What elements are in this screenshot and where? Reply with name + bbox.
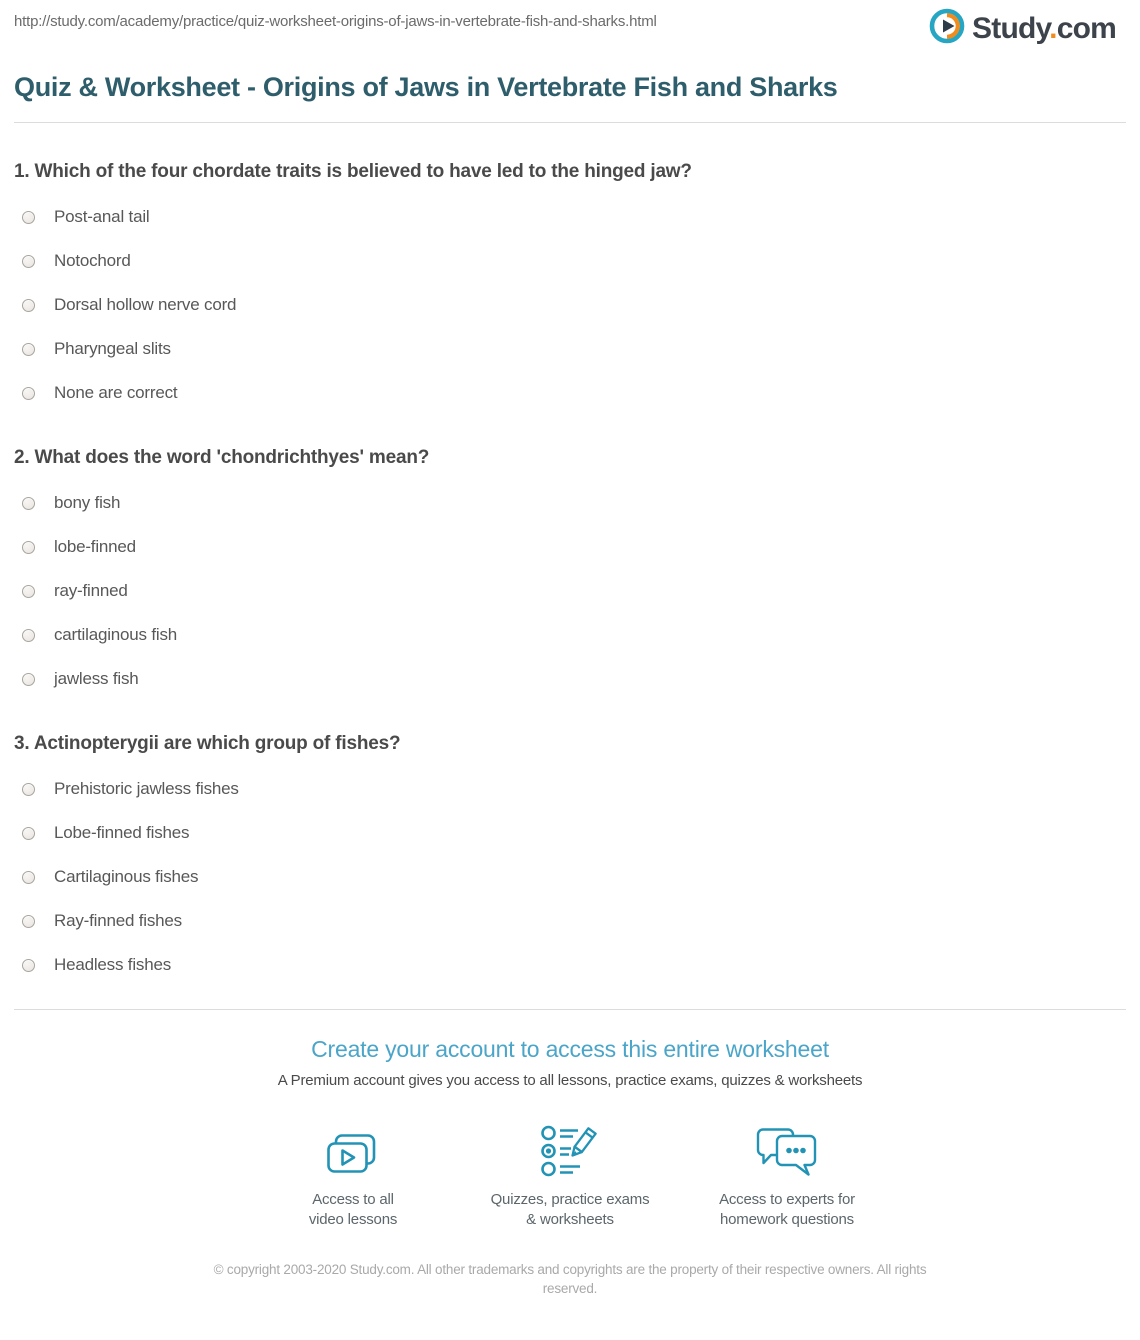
radio-button-icon[interactable] — [22, 497, 35, 510]
answer-option[interactable] — [14, 327, 1126, 371]
answer-option[interactable] — [14, 855, 1126, 899]
feature-label-line: homework questions — [720, 1211, 854, 1228]
question-2-options — [14, 481, 1126, 701]
copyright-line: reserved. — [542, 1281, 598, 1296]
answer-option-label: bony fish — [54, 493, 121, 512]
question-3-text: 3. Actinopterygii are which group of fishes? — [14, 733, 401, 754]
answer-option[interactable] — [14, 657, 1126, 701]
radio-button-icon[interactable] — [22, 387, 35, 400]
answer-option-label: Pharyngeal slits — [54, 339, 171, 358]
radio-button-icon[interactable] — [22, 827, 35, 840]
feature-list — [0, 1121, 1140, 1230]
cta-heading: Create your account to access this entire worksheet — [311, 1036, 829, 1062]
answer-option-label: ray-finned — [54, 581, 128, 600]
answer-option[interactable] — [14, 283, 1126, 327]
feature-label-line: & worksheets — [526, 1211, 614, 1228]
page-title: Quiz & Worksheet - Origins of Jaws in Vertebrate Fish and Sharks — [14, 72, 838, 102]
radio-button-icon[interactable] — [22, 541, 35, 554]
logo-wordmark — [972, 12, 1116, 46]
radio-button-icon[interactable] — [22, 299, 35, 312]
radio-button-icon[interactable] — [22, 673, 35, 686]
question-3 — [14, 733, 1126, 987]
feature-expert-help-label — [679, 1190, 896, 1230]
answer-option-label: Notochord — [54, 251, 131, 270]
feature-label-line: Access to experts for — [719, 1191, 855, 1208]
answer-option-label: cartilaginous fish — [54, 625, 178, 644]
create-account-cta — [0, 1036, 1140, 1230]
answer-option-label: Headless fishes — [54, 955, 172, 974]
feature-expert-help — [679, 1121, 896, 1230]
feature-video-lessons — [245, 1121, 462, 1230]
page-url: http://study.com/academy/practice/quiz-worksheet-origins-of-jaws-in-vertebrate-fish-and-sharks.html — [14, 13, 657, 30]
radio-button-icon[interactable] — [22, 959, 35, 972]
answer-option[interactable] — [14, 239, 1126, 283]
answer-option[interactable] — [14, 767, 1126, 811]
radio-button-icon[interactable] — [22, 211, 35, 224]
radio-button-icon[interactable] — [22, 783, 35, 796]
radio-button-icon[interactable] — [22, 343, 35, 356]
answer-option[interactable] — [14, 195, 1126, 239]
question-1 — [14, 161, 1126, 415]
cta-subheading: A Premium account gives you access to all lessons, practice exams, quizzes & worksheets — [277, 1072, 863, 1089]
radio-button-icon[interactable] — [22, 585, 35, 598]
answer-option[interactable] — [14, 613, 1126, 657]
answer-option-label: Prehistoric jawless fishes — [54, 779, 239, 798]
cta-divider — [14, 1009, 1126, 1010]
radio-button-icon[interactable] — [22, 871, 35, 884]
answer-option[interactable] — [14, 481, 1126, 525]
answer-option[interactable] — [14, 569, 1126, 613]
studycom-logo[interactable] — [929, 8, 1116, 49]
answer-option[interactable] — [14, 943, 1126, 987]
answer-option-label: Ray-finned fishes — [54, 911, 182, 930]
feature-label-line: Quizzes, practice exams — [490, 1191, 650, 1208]
answer-option-label: Post-anal tail — [54, 207, 150, 226]
copyright-notice — [0, 1260, 1140, 1298]
feature-label-line: Access to all — [312, 1191, 394, 1208]
answer-option-label: Cartilaginous fishes — [54, 867, 199, 886]
question-2-text: 2. What does the word 'chondrichthyes' mean? — [14, 447, 430, 468]
logo-text-study: Study — [972, 11, 1050, 45]
answer-option[interactable] — [14, 525, 1126, 569]
logo-text-com: com — [1056, 11, 1116, 45]
question-2 — [14, 447, 1126, 701]
radio-button-icon[interactable] — [22, 915, 35, 928]
page-header — [0, 0, 1140, 48]
answer-option-label: None are correct — [54, 383, 178, 402]
feature-quizzes-worksheets-label — [462, 1190, 679, 1230]
answer-option-label: Lobe-finned fishes — [54, 823, 190, 842]
answer-option[interactable] — [14, 899, 1126, 943]
quizzes-worksheets-icon — [462, 1121, 679, 1179]
copyright-line: © copyright 2003-2020 Study.com. All other trademarks and copyrights are the property of their respective owners. All rights — [213, 1262, 927, 1277]
answer-option-label: jawless fish — [54, 669, 139, 688]
answer-option[interactable] — [14, 811, 1126, 855]
question-1-text: 1. Which of the four chordate traits is believed to have led to the hinged jaw? — [14, 161, 692, 182]
feature-video-lessons-label — [245, 1190, 462, 1230]
experts-chat-icon — [679, 1121, 896, 1179]
studycom-play-icon — [929, 8, 965, 49]
logo-text-dot: . — [1049, 11, 1057, 45]
answer-option[interactable] — [14, 371, 1126, 415]
feature-quizzes-worksheets — [462, 1121, 679, 1230]
answer-option-label: Dorsal hollow nerve cord — [54, 295, 237, 314]
answer-option-label: lobe-finned — [54, 537, 136, 556]
question-1-options — [14, 195, 1126, 415]
radio-button-icon[interactable] — [22, 629, 35, 642]
radio-button-icon[interactable] — [22, 255, 35, 268]
video-lessons-icon — [245, 1121, 462, 1179]
title-divider — [14, 122, 1126, 123]
question-3-options — [14, 767, 1126, 987]
feature-label-line: video lessons — [308, 1211, 398, 1228]
